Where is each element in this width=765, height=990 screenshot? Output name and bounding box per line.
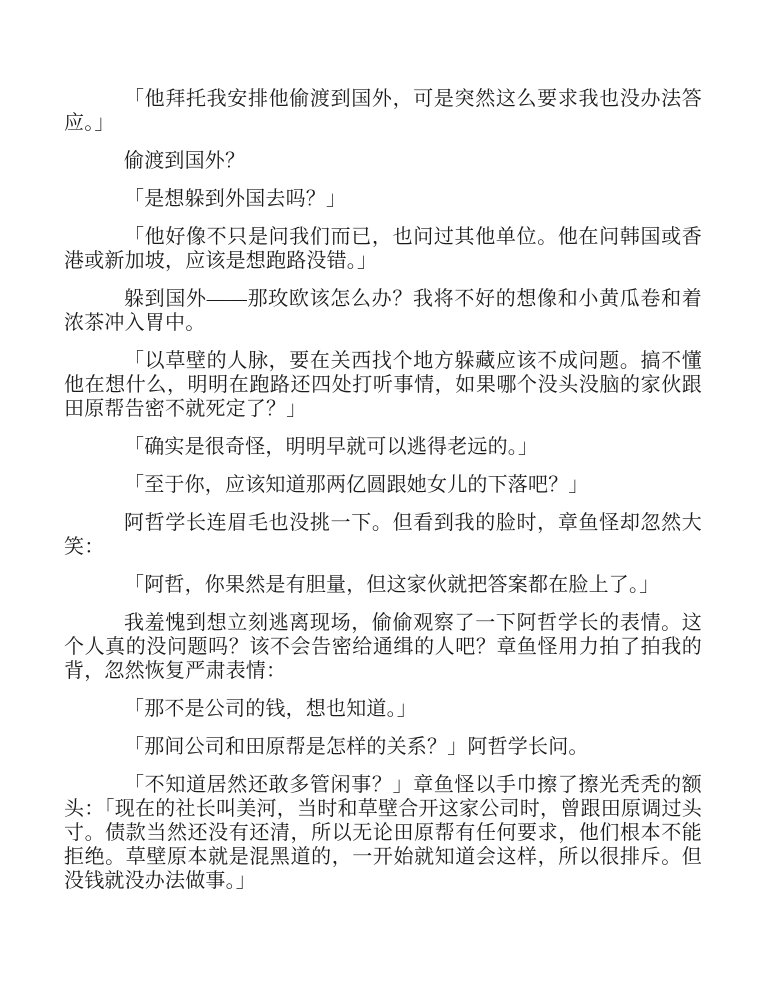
paragraph: 躲到国外——那玫欧该怎么办？我将不好的想像和小黄瓜卷和着浓茶冲入胃中。 xyxy=(64,288,702,334)
paragraph: 「不知道居然还敢多管闲事？」章鱼怪以手巾擦了擦光秃秃的额头：「现在的社长叫美河，当时和草壁合开这家公司时，曾跟田原调过头寸。债款当然还没有还清，所以无论田原帮有任何要求，他们根本不能拒绝。草壁原本就是混黑道的，一开始就知道会这样，所以很排斥。但没钱就没办法做事。」 xyxy=(64,774,702,892)
paragraph: 「是想躲到外国去吗？」 xyxy=(124,188,347,210)
paragraph: 我羞愧到想立刻逃离现场，偷偷观察了一下阿哲学长的表情。这个人真的没问题吗？该不会告密给通缉的人吧？章鱼怪用力拍了拍我的背，忽然恢复严肃表情： xyxy=(64,612,702,682)
paragraph: 偷渡到国外？ xyxy=(124,150,246,172)
paragraph: 「那不是公司的钱，想也知道。」 xyxy=(124,698,417,720)
paragraph: 「以草壁的人脉，要在关西找个地方躲藏应该不成问题。搞不懂他在想什么，明明在跑路还四处打听事情，如果哪个没头没脑的家伙跟田原帮告密不就死定了？」 xyxy=(64,350,702,420)
paragraph: 阿哲学长连眉毛也没挑一下。但看到我的脸时，章鱼怪却忽然大笑： xyxy=(64,512,702,558)
paragraph: 「那间公司和田原帮是怎样的关系？」阿哲学长问。 xyxy=(124,736,589,758)
paragraph: 「他拜托我安排他偷渡到国外，可是突然这么要求我也没办法答应。」 xyxy=(64,88,702,134)
paragraph: 「阿哲，你果然是有胆量，但这家伙就把答案都在脸上了。」 xyxy=(124,574,660,596)
paragraph: 「至于你，应该知道那两亿圆跟她女儿的下落吧？」 xyxy=(124,474,589,496)
paragraph: 「他好像不只是问我们而已，也问过其他单位。他在问韩国或香港或新加坡，应该是想跑路没错。」 xyxy=(64,226,702,272)
text-content xyxy=(64,87,702,893)
paragraph: 「确实是很奇怪，明明早就可以逃得老远的。」 xyxy=(124,436,539,458)
